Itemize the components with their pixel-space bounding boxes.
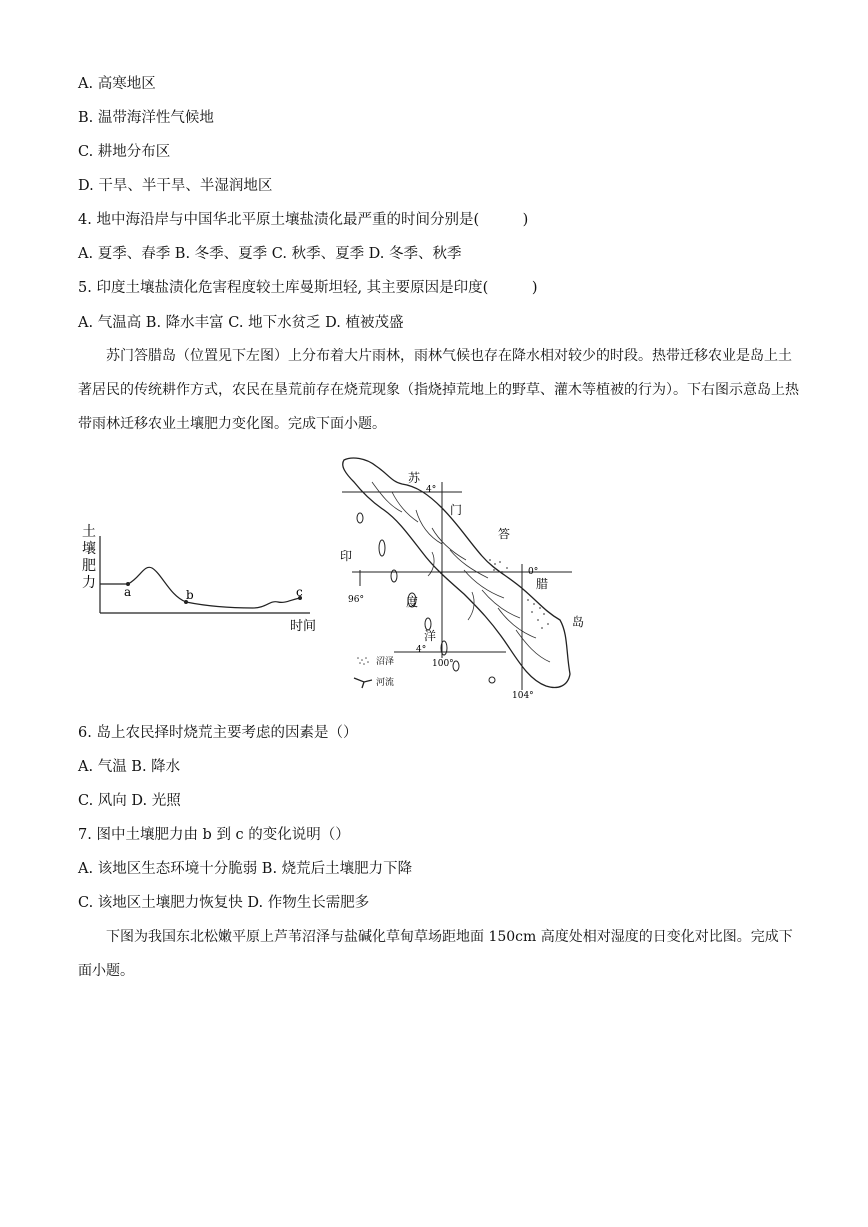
label-lat-4n: 4° <box>426 485 437 495</box>
label-men: 门 <box>450 503 463 517</box>
option-q3-a: A. 高寒地区 <box>78 76 156 92</box>
passage-songnen: 下图为我国东北松嫩平原上芦苇沼泽与盐碱化草甸草场距地面 150cm 高度处相对湿度的日变化对比图。完成下面小题。 <box>78 929 793 979</box>
x-axis-label: 时间 <box>290 619 317 634</box>
question-6-options-cd: C. 风向 D. 光照 <box>78 793 181 809</box>
label-lat-0: 0° <box>528 567 539 577</box>
label-dao: 岛 <box>572 615 585 629</box>
sumatra-map <box>332 452 602 704</box>
y-axis-label-3: 肥 <box>82 558 96 574</box>
question-7-stem: 7. 图中土壤肥力由 b 到 c 的变化说明（） <box>78 827 350 843</box>
label-lon-96: 96° <box>348 595 364 605</box>
option-q3-d: D. 干旱、半干旱、半湿润地区 <box>78 178 273 194</box>
option-q3-b: B. 温带海洋性气候地 <box>78 110 214 126</box>
label-su: 苏 <box>408 471 421 485</box>
legend-river-label: 河流 <box>376 678 395 688</box>
legend-river-symbol <box>354 678 372 688</box>
point-b-label: b <box>186 588 194 602</box>
y-axis-label-1: 土 <box>82 524 96 540</box>
label-la: 腊 <box>536 577 549 591</box>
label-du: 度 <box>406 595 419 609</box>
label-lat-4s: 4° <box>416 645 427 655</box>
question-6-options-ab: A. 气温 B. 降水 <box>78 759 181 775</box>
label-lon-104: 104° <box>512 691 534 701</box>
point-a-label: a <box>124 585 132 599</box>
question-4-stem: 4. 地中海沿岸与中国华北平原土壤盐渍化最严重的时间分别是( ) <box>78 212 529 228</box>
question-5-options: A. 气温高 B. 降水丰富 C. 地下水贫乏 D. 植被茂盛 <box>78 315 404 331</box>
soil-fertility-graph <box>78 516 338 640</box>
question-5-stem: 5. 印度土壤盐渍化危害程度较土库曼斯坦轻, 其主要原因是印度( ) <box>78 280 538 296</box>
label-da: 答 <box>498 527 511 541</box>
point-c-label: c <box>296 585 303 599</box>
y-axis-label-2: 壤 <box>82 541 96 557</box>
y-axis-label-4: 力 <box>82 575 96 591</box>
legend-swamp-label: 沼泽 <box>376 657 395 667</box>
passage-sumatra: 苏门答腊岛（位置见下左图）上分布着大片雨林，雨林气候也存在降水相对较少的时段。热带迁移农业是岛上土著居民的传统耕作方式，农民在垦荒前存在烧荒现象（指烧掉荒地上的野草、灌木等植被的行为）。下右图示意岛上热带雨林迁移农业土壤肥力变化图。完成下面小题。 <box>78 348 799 432</box>
label-yang: 洋 <box>424 629 437 643</box>
label-lon-100: 100° <box>432 659 454 669</box>
question-4-options: A. 夏季、春季 B. 冬季、夏季 C. 秋季、夏季 D. 冬季、秋季 <box>78 246 462 262</box>
question-7-options-cd: C. 该地区土壤肥力恢复快 D. 作物生长需肥多 <box>78 895 370 911</box>
question-7-options-ab: A. 该地区生态环境十分脆弱 B. 烧荒后土壤肥力下降 <box>78 861 413 877</box>
question-6-stem: 6. 岛上农民择时烧荒主要考虑的因素是（） <box>78 725 358 741</box>
legend-swamp-symbol <box>357 657 369 665</box>
label-yin: 印 <box>340 549 353 563</box>
option-q3-c: C. 耕地分布区 <box>78 144 171 160</box>
